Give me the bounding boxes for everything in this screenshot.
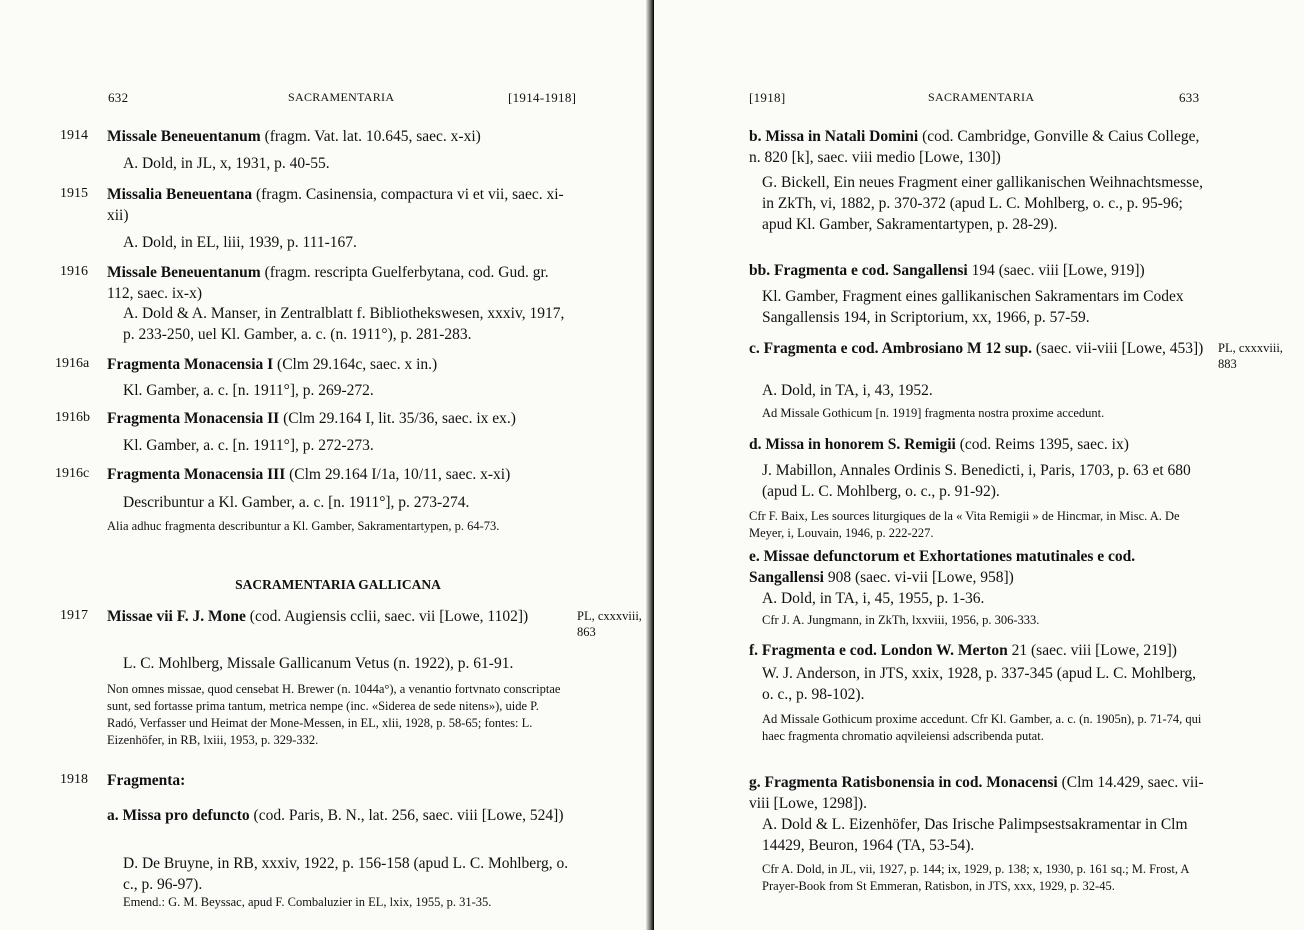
entry-desc: (Clm 14.429, saec. vii-viii [Lowe, 1298]).: [749, 774, 1204, 812]
entry-1918bb: [749, 260, 1206, 281]
entry-1916: [107, 262, 569, 304]
running-head: SACRAMENTARIA: [288, 90, 395, 104]
entry-number: 1916c: [55, 466, 90, 481]
entry-title: e. Missae defunctorum et Exhortationes matutinales e cod. Sangallensi: [749, 548, 1136, 586]
entry-title: Fragmenta:: [107, 772, 186, 789]
entry-1918c: [749, 338, 1206, 359]
entry-desc: 908 (saec. vi-vii [Lowe, 958]): [827, 569, 1014, 586]
entry-number: 1917: [60, 608, 88, 623]
entry-1918b: [749, 126, 1206, 168]
entry-note: Cfr J. A. Jungmann, in ZkTh, lxxviii, 1956, p. 306-333.: [762, 613, 1040, 627]
entry-title: g. Fragmenta Ratisbonensia in cod. Monacensi: [749, 774, 1058, 791]
entry-desc: (cod. Cambridge, Gonville & Caius College, n. 820 [k], saec. viii medio [Lowe, 130]): [749, 128, 1200, 166]
side-reference: PL, cxxxviii, 863: [577, 609, 642, 639]
entry-note: Alia adhuc fragmenta describuntur a Kl. Gamber, Sakramentartypen, p. 64-73.: [107, 519, 500, 533]
entry-1918e: [749, 546, 1206, 588]
entry-desc: 21 (saec. viii [Lowe, 219]): [1011, 642, 1177, 659]
entry-number: 1916a: [55, 356, 90, 371]
entry-1918: [107, 770, 569, 791]
entry-1916b: [107, 408, 569, 429]
left-page: [0, 0, 650, 930]
entry-1917: [107, 606, 569, 627]
entry-desc: (Clm 29.164 I, lit. 35/36, saec. ix ex.): [283, 410, 516, 427]
entry-ref: W. J. Anderson, in JTS, xxix, 1928, p. 337-345 (apud L. C. Mohlberg, o. c., p. 98-102).: [762, 665, 1196, 703]
entry-title: Missale Beneuentanum: [107, 264, 261, 281]
entry-desc: (Clm 29.164 I/1a, 10/11, saec. x-xi): [289, 466, 511, 483]
entry-ref: A. Dold, in EL, liii, 1939, p. 111-167.: [123, 234, 357, 251]
entry-1915: [107, 184, 569, 226]
entry-ref: Kl. Gamber, a. c. [n. 1911°], p. 272-273.: [123, 437, 374, 454]
entry-number: 1918: [60, 772, 88, 787]
entry-desc: (Clm 29.164c, saec. x in.): [277, 356, 438, 373]
entry-1918f: [749, 640, 1206, 661]
entry-number: 1916: [60, 264, 88, 279]
entry-title: Fragmenta Monacensia II: [107, 410, 280, 427]
entry-1918a: [107, 805, 569, 826]
entry-title: Fragmenta Monacensia III: [107, 466, 286, 483]
entry-note: Cfr F. Baix, Les sources liturgiques de la « Vita Remigii » de Hincmar, in Misc. A. De Meyer, i, Louvain, 1946, p. 222-227.: [749, 509, 1180, 540]
page-range: [1918]: [749, 90, 786, 105]
page-number: 632: [108, 90, 129, 105]
entry-1918g: [749, 772, 1206, 814]
right-page: [654, 0, 1304, 930]
entry-number: 1914: [60, 128, 88, 143]
entry-number: 1915: [60, 186, 88, 201]
entry-ref: J. Mabillon, Annales Ordinis S. Benedicti, i, Paris, 1703, p. 63 et 680 (apud L. C. Mohlberg, o. c., p. 91-92).: [762, 462, 1191, 500]
entry-ref: A. Dold & A. Manser, in Zentralblatt f. Bibliothekswesen, xxxiv, 1917, p. 233-250, uel Kl. Gamber, a. c. (n. 1911°), p. 281-283.: [123, 305, 565, 343]
entry-title: c. Fragmenta e cod. Ambrosiano M 12 sup.: [749, 340, 1033, 357]
entry-title: Missalia Beneuentana: [107, 186, 253, 203]
entry-title: b. Missa in Natali Domini: [749, 128, 919, 145]
entry-desc: (fragm. rescripta Guelferbytana, cod. Gud. gr. 112, saec. ix-x): [107, 264, 549, 302]
entry-title: d. Missa in honorem S. Remigii: [749, 436, 956, 453]
entry-desc: (fragm. Vat. lat. 10.645, saec. x-xi): [264, 128, 481, 145]
entry-1918d: [749, 434, 1206, 455]
running-head: SACRAMENTARIA: [928, 90, 1035, 104]
entry-ref: Describuntur a Kl. Gamber, a. c. [n. 1911°], p. 273-274.: [123, 494, 470, 511]
entry-desc: (cod. Augiensis cclii, saec. vii [Lowe, 1102]): [249, 608, 529, 625]
entry-note: Ad Missale Gothicum [n. 1919] fragmenta nostra proxime accedunt.: [762, 406, 1105, 420]
entry-emend: Emend.: G. M. Beyssac, apud F. Combaluzier in EL, lxix, 1955, p. 31-35.: [123, 895, 492, 909]
entry-number: 1916b: [55, 410, 90, 425]
entry-ref: L. C. Mohlberg, Missale Gallicanum Vetus (n. 1922), p. 61-91.: [123, 655, 514, 672]
page-range: [1914-1918]: [508, 90, 577, 105]
entry-note: Ad Missale Gothicum proxime accedunt. Cfr Kl. Gamber, a. c. (n. 1905n), p. 71-74, qui haec fragmenta chromatio aqvileiensi adscribenda putat.: [762, 712, 1202, 743]
entry-note: Non omnes missae, quod censebat H. Brewer (n. 1044a°), a venantio fortvnato conscriptae sunt, sed fortasse prima tantum, metrica nempe (inc. «Siderea de sede nitens»), uide P. Radó, Verfasser und Heimat der Mone-Messen, in EL, xlii, 1928, p. 58-65; fontes: L. Eizenhöfer, in RB, lxiii, 1953, p. 329-332.: [107, 682, 561, 747]
entry-ref: A. Dold & L. Eizenhöfer, Das Irische Palimpsestsakramentar in Clm 14429, Beuron, 1964 (TA, 53-54).: [762, 816, 1188, 854]
page-number: 633: [1179, 90, 1200, 105]
entry-desc: (cod. Paris, B. N., lat. 256, saec. viii [Lowe, 524]): [253, 807, 564, 824]
entry-ref: A. Dold, in JL, x, 1931, p. 40-55.: [123, 155, 330, 172]
entry-1916c: [107, 464, 569, 485]
entry-subtitle: a. Missa pro defuncto: [107, 807, 250, 824]
entry-desc: (saec. vii-viii [Lowe, 453]): [1035, 340, 1204, 357]
section-title: SACRAMENTARIA GALLICANA: [235, 577, 441, 592]
entry-desc: 194 (saec. viii [Lowe, 919]): [971, 262, 1145, 279]
entry-title: bb. Fragmenta e cod. Sangallensi: [749, 262, 968, 279]
entry-1916a: [107, 354, 569, 375]
entry-desc: (fragm. Casinensia, compactura vi et vii, saec. xi-xii): [107, 186, 564, 224]
entry-ref: Kl. Gamber, a. c. [n. 1911°], p. 269-272.: [123, 382, 374, 399]
entry-ref: G. Bickell, Ein neues Fragment einer gallikanischen Weihnachtsmesse, in ZkTh, vi, 1882, p. 370-372 (apud L. C. Mohlberg, o. c., p. 95-96; apud Kl. Gamber, Sakramentartypen, p. 28-29).: [762, 174, 1203, 233]
entry-title: f. Fragmenta e cod. London W. Merton: [749, 642, 1008, 659]
entry-note: Cfr A. Dold, in JL, vii, 1927, p. 144; ix, 1929, p. 138; x, 1930, p. 161 sq.; M. Frost, A Prayer-Book from St Emmeran, Ratisbon, in JTS, xxx, 1929, p. 32-45.: [762, 862, 1189, 893]
entry-ref: A. Dold, in TA, i, 45, 1955, p. 1-36.: [762, 590, 985, 607]
entry-ref: D. De Bruyne, in RB, xxxiv, 1922, p. 156-158 (apud L. C. Mohlberg, o. c., p. 96-97).: [123, 855, 569, 893]
entry-ref: A. Dold, in TA, i, 43, 1952.: [762, 382, 933, 399]
side-reference: PL, cxxxviii, 883: [1218, 341, 1283, 371]
entry-title: Missale Beneuentanum: [107, 128, 261, 145]
entry-1914: [107, 126, 569, 147]
entry-title: Fragmenta Monacensia I: [107, 356, 274, 373]
entry-title: Missae vii F. J. Mone: [107, 608, 246, 625]
entry-ref: Kl. Gamber, Fragment eines gallikanischen Sakramentars im Codex Sangallensis 194, in Scriptorium, xx, 1966, p. 57-59.: [762, 288, 1184, 326]
entry-desc: (cod. Reims 1395, saec. ix): [959, 436, 1129, 453]
